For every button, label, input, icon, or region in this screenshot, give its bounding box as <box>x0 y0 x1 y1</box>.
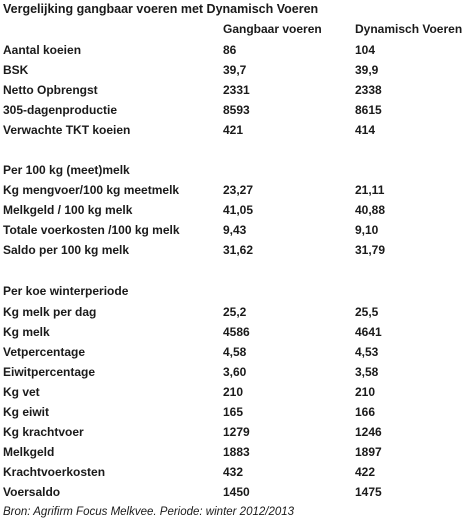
row-label: Kg vet <box>3 385 40 399</box>
value-dynamisch: 39,9 <box>355 63 379 77</box>
value-dynamisch: 1246 <box>355 425 382 439</box>
column-header-gangbaar: Gangbaar voeren <box>223 22 322 36</box>
document-title: Vergelijking gangbaar voeren met Dynamisch Voeren <box>3 2 319 16</box>
table-row <box>0 425 470 443</box>
row-label: Melkgeld / 100 kg melk <box>3 203 133 217</box>
column-header-dynamisch: Dynamisch Voeren <box>355 22 463 36</box>
value-gangbaar: 39,7 <box>223 63 247 77</box>
value-dynamisch: 40,88 <box>355 203 386 217</box>
section-heading-per-100kg: Per 100 kg (meet)melk <box>3 163 130 177</box>
section-heading-per-koe: Per koe winterperiode <box>3 284 129 298</box>
table-row <box>0 345 470 363</box>
row-label: Kg eiwit <box>3 405 50 419</box>
table-row <box>0 123 470 141</box>
value-gangbaar: 4,58 <box>223 345 247 359</box>
value-dynamisch: 25,5 <box>355 305 379 319</box>
value-gangbaar: 1883 <box>223 445 250 459</box>
value-gangbaar: 421 <box>223 123 244 137</box>
row-label: BSK <box>3 63 29 77</box>
table-row <box>0 83 470 101</box>
row-label: Netto Opbrengst <box>3 83 98 97</box>
row-label: Eiwitpercentage <box>3 365 96 379</box>
table-row <box>0 445 470 463</box>
row-label: Saldo per 100 kg melk <box>3 243 130 257</box>
row-label: Vetpercentage <box>3 345 86 359</box>
table-row <box>0 405 470 423</box>
row-label: Kg mengvoer/100 kg meetmelk <box>3 183 180 197</box>
value-dynamisch: 2338 <box>355 83 382 97</box>
value-gangbaar: 1279 <box>223 425 250 439</box>
table-row <box>0 465 470 483</box>
row-label: Verwachte TKT koeien <box>3 123 131 137</box>
row-label: Krachtvoerkosten <box>3 465 106 479</box>
table-row <box>0 365 470 383</box>
value-gangbaar: 2331 <box>223 83 250 97</box>
value-dynamisch: 21,11 <box>355 183 385 197</box>
table-row <box>0 385 470 403</box>
value-gangbaar: 8593 <box>223 103 250 117</box>
value-dynamisch: 1475 <box>355 485 382 499</box>
source-caption: Bron: Agrifirm Focus Melkvee. Periode: winter 2012/2013 <box>3 506 295 518</box>
value-dynamisch: 4641 <box>355 325 382 339</box>
value-gangbaar: 3,60 <box>223 365 247 379</box>
value-dynamisch: 1897 <box>355 445 382 459</box>
table-row <box>0 223 470 241</box>
value-dynamisch: 422 <box>355 465 376 479</box>
value-gangbaar: 23,27 <box>223 183 254 197</box>
table-row <box>0 485 470 503</box>
value-dynamisch: 9,10 <box>355 223 379 237</box>
row-label: Kg melk per dag <box>3 305 97 319</box>
value-gangbaar: 25,2 <box>223 305 247 319</box>
value-gangbaar: 165 <box>223 405 244 419</box>
value-gangbaar: 4586 <box>223 325 250 339</box>
value-gangbaar: 432 <box>223 465 244 479</box>
value-gangbaar: 210 <box>223 385 244 399</box>
row-label: Melkgeld <box>3 445 55 459</box>
row-label: Kg melk <box>3 325 50 339</box>
table-row <box>0 63 470 81</box>
value-dynamisch: 210 <box>355 385 376 399</box>
table-row <box>0 325 470 343</box>
table-row <box>0 203 470 221</box>
value-dynamisch: 31,79 <box>355 243 386 257</box>
value-dynamisch: 166 <box>355 405 376 419</box>
table-row <box>0 103 470 121</box>
value-gangbaar: 41,05 <box>223 203 254 217</box>
table-row <box>0 43 470 61</box>
value-dynamisch: 8615 <box>355 103 382 117</box>
value-dynamisch: 4,53 <box>355 345 379 359</box>
table-row <box>0 183 470 201</box>
value-gangbaar: 1450 <box>223 485 250 499</box>
row-label: Kg krachtvoer <box>3 425 84 439</box>
value-gangbaar: 86 <box>223 43 237 57</box>
value-gangbaar: 31,62 <box>223 243 254 257</box>
row-label: 305-dagenproductie <box>3 103 118 117</box>
row-label: Voersaldo <box>3 485 61 499</box>
column-header-row <box>0 22 470 40</box>
value-dynamisch: 414 <box>355 123 376 137</box>
value-gangbaar: 9,43 <box>223 223 247 237</box>
value-dynamisch: 3,58 <box>355 365 379 379</box>
table-row <box>0 243 470 261</box>
row-label: Aantal koeien <box>3 43 82 57</box>
row-label: Totale voerkosten /100 kg melk <box>3 223 180 237</box>
value-dynamisch: 104 <box>355 43 376 57</box>
table-row <box>0 305 470 323</box>
